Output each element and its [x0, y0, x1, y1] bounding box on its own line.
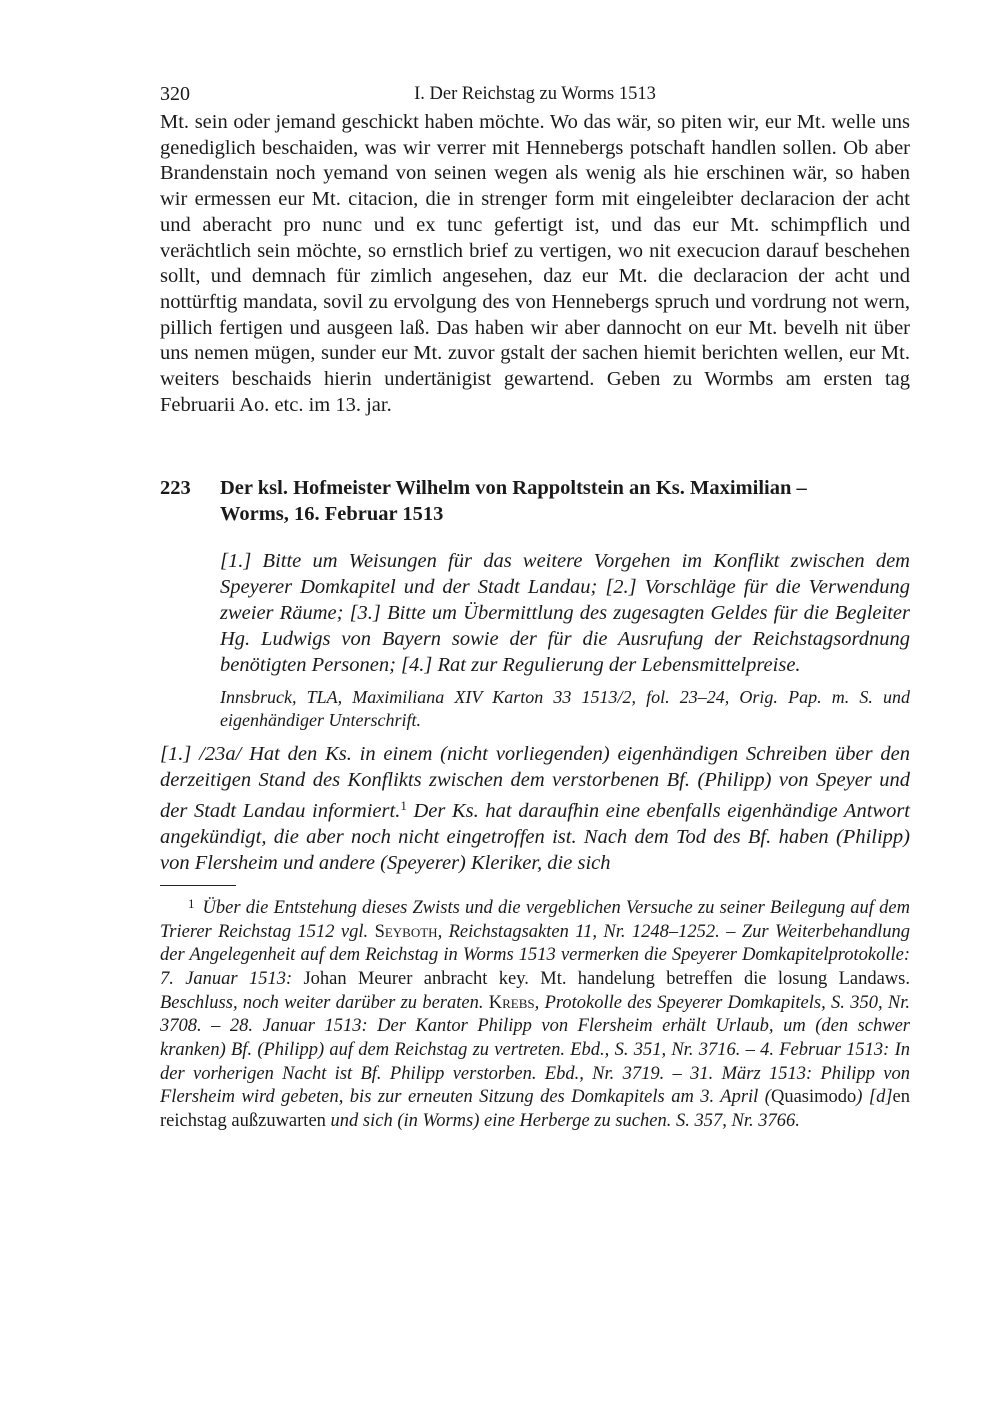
footnote-1	[160, 892, 910, 1134]
regest-paragraph: [1.] Bitte um Weisungen für das weitere Vorgehen im Konflikt zwischen dem Speyerer Domkapitel und der Stadt Landau; [2.] Vorschläge für die Verwendung zweier Räume; [3.] Bitte um Übermittlung des zugesagten Geldes für die Begleiter Hg. Ludwigs von Bayern sowie der für die Ausrufung der Reichstagsordnung benötigten Personen; [4.] Rat zur Regulierung der Lebensmittelpreise.	[220, 549, 910, 676]
footnote-author-krebs: Krebs	[488, 992, 535, 1013]
footnote-text: Beschluss, noch weiter darüber zu beraten.	[160, 992, 489, 1013]
document-page	[160, 78, 910, 1134]
running-header	[160, 78, 910, 110]
footnote-divider	[160, 885, 236, 886]
footnote-quote: en reichstag außzuwarten	[160, 1087, 911, 1132]
summary-text-part-1: [1.] /23a/ Hat den Ks. in einem (nicht vorliegenden) eigenhändigen Schreiben über den derzeitigen Stand des Konflikts zwischen dem verstorbenen Bf. (Philipp) von Speyer und der Stadt Landau informiert.	[160, 742, 910, 823]
footnote-quote: Quasimodo	[770, 1087, 857, 1108]
source-citation: Innsbruck, TLA, Maximiliana XIV Karton 33 1513/2, fol. 23–24, Orig. Pap. m. S. und eigenhändiger Unterschrift.	[220, 686, 910, 730]
document-title-line-1: Der ksl. Hofmeister Wilhelm von Rappoltstein an Ks. Maximilian –	[220, 477, 807, 500]
footnote-text: , Protokolle des Speyerer Domkapitels, S. 350, Nr. 3708. – 28. Januar 1513: Der Kantor Philipp von Flersheim erhält Urlaub, um (den schwer kranken) Bf. (Philipp) auf dem Reichstag zu vertreten. Ebd., S. 351, Nr. 3716. – 4. Februar 1513: In der vorherigen Nacht ist Bf. Philipp verstorben. Ebd., Nr. 3719. – 31. März 1513: Philipp von Flersheim wird gebeten, bis zur erneuten Sitzung des Domkapitels am 3. April (	[160, 992, 910, 1108]
footnote-text: ) [d]	[856, 1087, 893, 1108]
footnote-text: , Reichstagsakten 11, Nr. 1248–1252. – Zur Weiterbehandlung der Angelegenheit auf dem Reichstag in Worms 1513 vermerken die Speyerer Domkapitelprotokolle: 7. Januar 1513:	[160, 921, 910, 989]
document-heading	[160, 476, 910, 527]
footnote-text: Über die Entstehung dieses Zwists und die vergeblichen Versuche zu seiner Beilegung auf dem Trierer Reichstag 1512 vgl.	[160, 897, 910, 942]
summary-text-part-2: Der Ks. hat daraufhin eine ebenfalls eigenhändige Antwort angekündigt, die aber noch nicht eingetroffen ist. Nach dem Tod des Bf. haben (Philipp) von Flersheim und andere (Speyerer) Kleriker, die sich	[160, 800, 910, 875]
continuation-paragraph: Mt. sein oder jemand geschickt haben möchte. Wo das wär, so piten wir, eur Mt. welle uns genediglich beschaiden, was wir verrer mit Hennebergs potschaft handlen sollen. Ob aber Brandenstain noch yemand von seinen wegen als wenig als hie erschinen wär, so haben wir ermessen eur Mt. citacion, die in strenger form mit eingeleibter declaracion der acht und aberacht pro nunc und ex tunc gefertigt ist, und das eur Mt. schimpflich und verächtlich sein möchte, so ernstlich brief zu vertigen, wo nit execucion darauf beschehen sollt, und demnach für zimlich angesehen, daz eur Mt. die declaracion der acht und nottürftig mandata, sovil zu ervolgung des von Hennebergs spruch und vordrung not wern, pillich fertigen und ausgeen laß. Das haben wir aber dannocht on eur Mt. bevelh nit über uns nemen mügen, sunder eur Mt. zuvor gstalt der sachen hiemit berichten wellen, eur Mt. weiters beschaids hierin undertänigist gewartend. Geben zu Wormbs am ersten tag Februarii Ao. etc. im 13. jar.	[160, 111, 910, 416]
running-title: I. Der Reichstag zu Worms 1513	[414, 84, 656, 104]
summary-paragraph	[160, 742, 910, 877]
document-number: 223	[160, 477, 191, 500]
footnote-author-seyboth: Seyboth	[374, 921, 438, 942]
document-title-line-2: Worms, 16. Februar 1513	[220, 503, 444, 526]
page-number: 320	[160, 83, 190, 105]
footnote-quote: Johan Meurer anbracht key. Mt. handelung betreffen die losung Landaws.	[303, 968, 910, 989]
footnote-text: und sich (in Worms) eine Herberge zu suchen. S. 357, Nr. 3766.	[325, 1111, 800, 1132]
footnote-mark: 1	[188, 895, 195, 911]
footnote-reference[interactable]: 1	[400, 798, 407, 814]
